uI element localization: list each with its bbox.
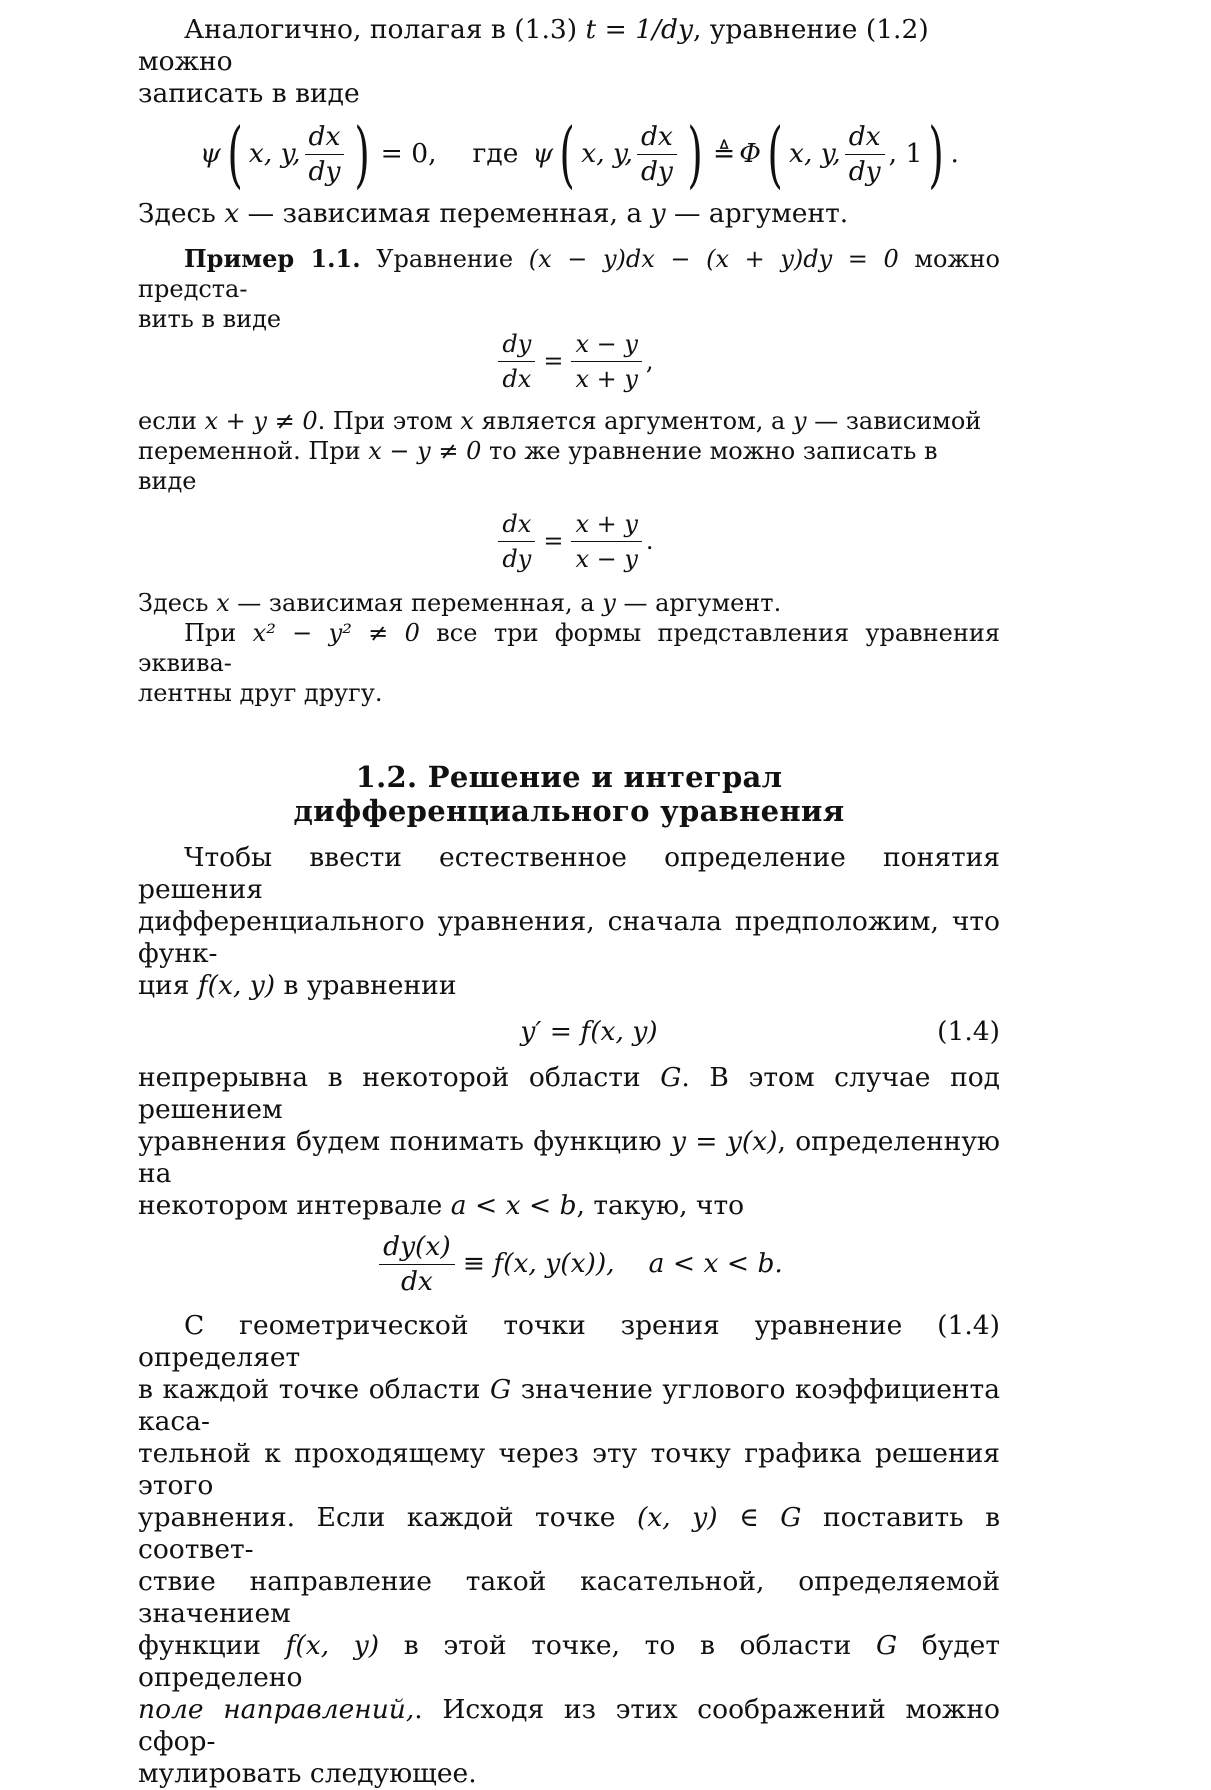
text: если [138,407,205,435]
math-inline: G [875,1630,898,1661]
text: уравнения будем понимать функцию [138,1126,671,1157]
denominator: dx [400,1265,433,1297]
text-line [138,1694,1000,1758]
text-line [138,1190,1000,1222]
text: в каждой точке области [138,1374,490,1405]
text-line [138,970,1000,1002]
text: ция [138,970,198,1001]
text-line [138,244,1000,304]
section-heading [138,760,1000,828]
math-inline: y [602,589,616,617]
denominator: dx [502,364,532,393]
math-inline: x² − y² ≠ 0 [252,619,420,647]
text-line [138,406,1000,436]
text: является аргументом, а [473,407,793,435]
denominator: x − y [575,544,638,573]
text: Аналогично, полагая в (1.3) [184,14,586,45]
text: . В этом случае под решением [138,1062,1000,1125]
text: значение углового коэффициента каса- [138,1374,1000,1437]
math-symbol: Φ [739,138,761,169]
fraction [379,1232,455,1297]
math-inline: f(x, y) [285,1630,380,1661]
math-symbol: ≜ [712,138,736,169]
text: При [184,619,253,647]
math-text: . [950,138,959,169]
text: — зависимая переменная, а [239,198,651,229]
math-text: где [472,138,519,169]
text: поставить в соответ- [138,1502,1000,1565]
example-label: Пример 1.1. [184,244,361,273]
text: Здесь [138,589,217,617]
math-inline: (x − y)dx − (x + y)dy = 0 [528,245,899,273]
text: уравнения. Если каждой точке [138,1502,637,1533]
paren-left: ( [767,112,783,196]
text-line [138,1502,1000,1566]
math-inline: f(x, y) [197,970,276,1001]
text-line: Чтобы ввести естественное определение понятия решения [138,842,1000,905]
equation-fraction-2 [138,508,1000,574]
text: непрерывна в некоторой области [138,1062,661,1093]
text: в этой точке, то в области [379,1630,876,1661]
denominator: dy [640,155,673,187]
italic-term: поле направлений, [138,1694,415,1725]
text-line [138,1374,1000,1438]
equation-1-4 [138,1006,1000,1058]
math-inline: y [793,407,807,435]
text-line [138,436,1000,496]
paren-left: ( [559,112,575,196]
text-line [138,14,1000,78]
text-line: вить в виде [138,305,282,333]
math-inline: G [660,1062,682,1093]
text: . Исходя из этих соображений можно сфор- [138,1694,1000,1757]
denominator: dy [848,155,881,187]
text: — аргумент. [665,198,849,229]
text-line [138,588,1000,618]
equation-fraction-1 [138,328,1000,394]
math-args: x, y, [581,138,633,169]
text-line [138,618,1000,678]
math-text: = 0, [380,138,437,169]
numerator: x + y [571,509,641,542]
fraction [498,329,535,394]
math-inline: x [216,589,230,617]
text: в уравнении [275,970,457,1001]
text-line: мулировать следующее. [138,1758,477,1789]
text-line: лентны друг другу. [138,679,383,707]
denominator: dy [308,155,341,187]
text-line: тельной к проходящему через эту точку графика решения этого [138,1438,1000,1501]
numerator: dx [498,509,535,542]
fraction [637,122,677,187]
fraction [845,122,885,187]
paren-right: ) [687,112,703,196]
numerator: dx [845,122,885,155]
text: . При этом [317,407,461,435]
math-inline: x + y ≠ 0 [204,407,318,435]
numerator: dy(x) [379,1232,455,1265]
numerator: dy [498,329,535,362]
numerator: dx [305,122,345,155]
text: , такую, что [576,1190,745,1221]
math-text: , 1 [888,138,923,169]
math-args: x, y, [789,138,841,169]
math-args: x, y, [248,138,301,169]
text-line [138,1630,1000,1694]
math-inline: t = 1/dy [585,14,693,45]
text: то же уравнение можно записать в виде [138,437,938,495]
text: — аргумент. [615,589,782,617]
math-display: a < x < b. [648,1248,783,1279]
text-line [138,1126,1000,1190]
text: , уравнение (1.2) можно [138,14,929,77]
math-inline: x [460,407,474,435]
text-line: С геометрической точки зрения уравнение (1.4) определяет [138,1310,1000,1373]
paren-right: ) [928,112,945,196]
page [138,14,1000,1790]
text-line: дифференциального уравнения, сначала предположим, что функ- [138,906,1000,969]
numerator: dx [637,122,677,155]
fraction [571,329,641,394]
text: — зависимой [806,407,982,435]
text: Здесь [138,198,225,229]
text-line: ствие направление такой касательной, определяемой значением [138,1566,1000,1629]
math-inline: G [489,1374,512,1405]
math-inline: y [650,198,666,229]
math-inline: y = y(x) [670,1126,778,1157]
text-line [138,198,1000,230]
math-inline: a < x < b [450,1190,577,1221]
math-display: y′ = f(x, y) [520,1016,658,1047]
paren-right: ) [354,112,371,196]
text-line: записать в виде [138,78,360,109]
math-display: ≡ f(x, y(x)), [462,1248,615,1279]
equals: = [543,347,564,375]
math-text: . [645,527,654,555]
fraction [571,509,641,574]
math-text: , [645,347,654,375]
text: , определенную на [138,1126,1000,1189]
section-title-line: дифференциального уравнения [293,794,845,828]
text: — зависимая переменная, а [229,589,603,617]
denominator: dy [502,544,532,573]
fraction [498,509,535,574]
section-title-line: 1.2. Решение и интеграл [355,760,783,794]
text: все три формы представления уравнения эквива- [138,619,1001,677]
denominator: x + y [575,364,638,393]
text-line [138,1062,1000,1126]
fraction [305,122,345,187]
text: функции [138,1630,286,1661]
math-inline: (x, y) ∈ G [636,1502,802,1533]
equation-solution [138,1224,1000,1304]
equation-number: (1.4) [937,1016,1000,1047]
text: будет определено [138,1630,1001,1693]
equals: = [543,527,564,555]
text: можно предста- [138,245,1000,303]
math-symbol: ψ [532,138,554,169]
example-block [138,244,1000,708]
paren-left: ( [227,112,243,196]
math-symbol: ψ [200,138,221,169]
equation-psi [138,112,1000,196]
numerator: x − y [571,329,641,362]
text: Уравнение [360,245,529,273]
text: некотором интервале [138,1190,451,1221]
text: переменной. При [138,437,369,465]
math-inline: x − y ≠ 0 [368,437,482,465]
math-inline: x [224,198,240,229]
section-body [138,842,1000,1790]
